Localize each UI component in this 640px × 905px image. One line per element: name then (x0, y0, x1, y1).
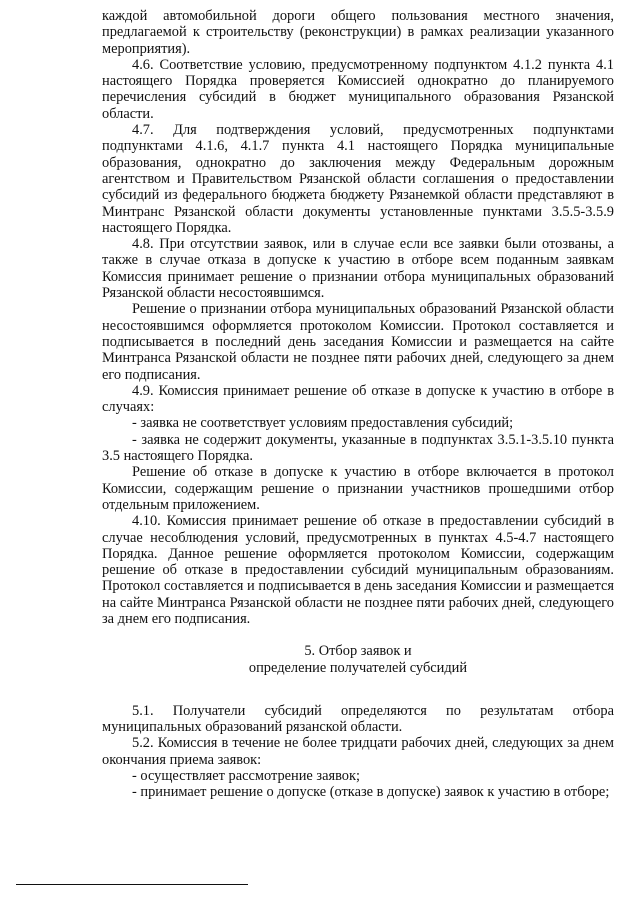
section-heading-line-2: определение получателей субсидий (248, 659, 468, 676)
paragraph: Решение о признании отбора муниципальных образований Рязанской области несостоявшимся оформляется протоколом Комиссии. Протокол составляется и подписывается в последний день заседания Комиссии и размещается на сайте Минтранса Рязанской области не позднее пяти рабочих дней, следующего за днем его подписания. (102, 301, 614, 383)
paragraph: - заявка не содержит документы, указанные в подпунктах 3.5.1-3.5.10 пункта 3.5 настоящего Порядка. (102, 431, 614, 465)
paragraph: 4.10. Комиссия принимает решение об отказе в предоставлении субсидий в случае несоблюдения условий, предусмотренных в пунктах 4.5-4.7 настоящего Порядка. Данное решение оформляется протоколом Комиссии, содержащим решение об отказе в предоставлении субсидий муниципальным образованиям. Протокол составляется и подписывается в день заседания Комиссии и размещается на сайте Минтранса Рязанской области не позднее пяти рабочих дней, следующего за днем его подписания. (102, 513, 614, 627)
paragraph: 4.6. Соответствие условию, предусмотренному подпунктом 4.1.2 пункта 4.1 настоящего Порядка проверяется Комиссией однократно до планируемого перечисления субсидий в бюджет муниципального образования Рязанской области. (102, 56, 614, 122)
paragraph: 4.8. При отсутствии заявок, или в случае если все заявки были отозваны, а также в случае отказа в допуске к участию в отборе всем поданным заявкам Комиссия принимает решение о признании отбора муниципальных образований Рязанской области несостоявшимся. (102, 236, 614, 302)
document-body-section-4 (102, 8, 614, 627)
document-page (102, 8, 614, 801)
paragraph: 4.9. Комиссия принимает решение об отказе в допуске к участию в отборе в случаях: (102, 382, 614, 416)
paragraph: - заявка не соответствует условиям предоставления субсидий; (132, 415, 514, 432)
document-body-section-5 (102, 703, 614, 801)
paragraph: - осуществляет рассмотрение заявок; (132, 768, 360, 785)
paragraph: Решение об отказе в допуске к участию в отборе включается в протокол Комиссии, содержащим решение о признании участников прошедшими отбор отдельным приложением. (102, 464, 614, 513)
paragraph: - принимает решение о допуске (отказе в допуске) заявок к участию в отборе; (132, 784, 610, 801)
paragraph: каждой автомобильной дороги общего пользования местного значения, предлагаемой к строительству (реконструкции) в рамках реализации указанного мероприятия). (102, 8, 614, 57)
section-heading (102, 643, 614, 676)
paragraph: 5.2. Комиссия в течение не более тридцати рабочих дней, следующих за днем окончания приема заявок: (102, 735, 614, 768)
paragraph: 5.1. Получатели субсидий определяются по результатам отбора муниципальных образований рязанской области. (102, 702, 614, 736)
footnote-divider (16, 884, 248, 885)
paragraph: 4.7. Для подтверждения условий, предусмотренных подпунктами подпунктами 4.1.6, 4.1.7 пункта 4.1 настоящего Порядка муниципальные образования, однократно до заключения между Федеральным дорожным агентством и Правительством Рязанской области соглашения о предоставлении субсидий из федерального бюджета бюджету Рязанемкой области представляют в Минтранс Рязанской области документы установленные пунктами 3.5.5-3.5.9 настоящего Порядка. (102, 122, 614, 236)
section-heading-line-1: 5. Отбор заявок и (304, 643, 412, 660)
